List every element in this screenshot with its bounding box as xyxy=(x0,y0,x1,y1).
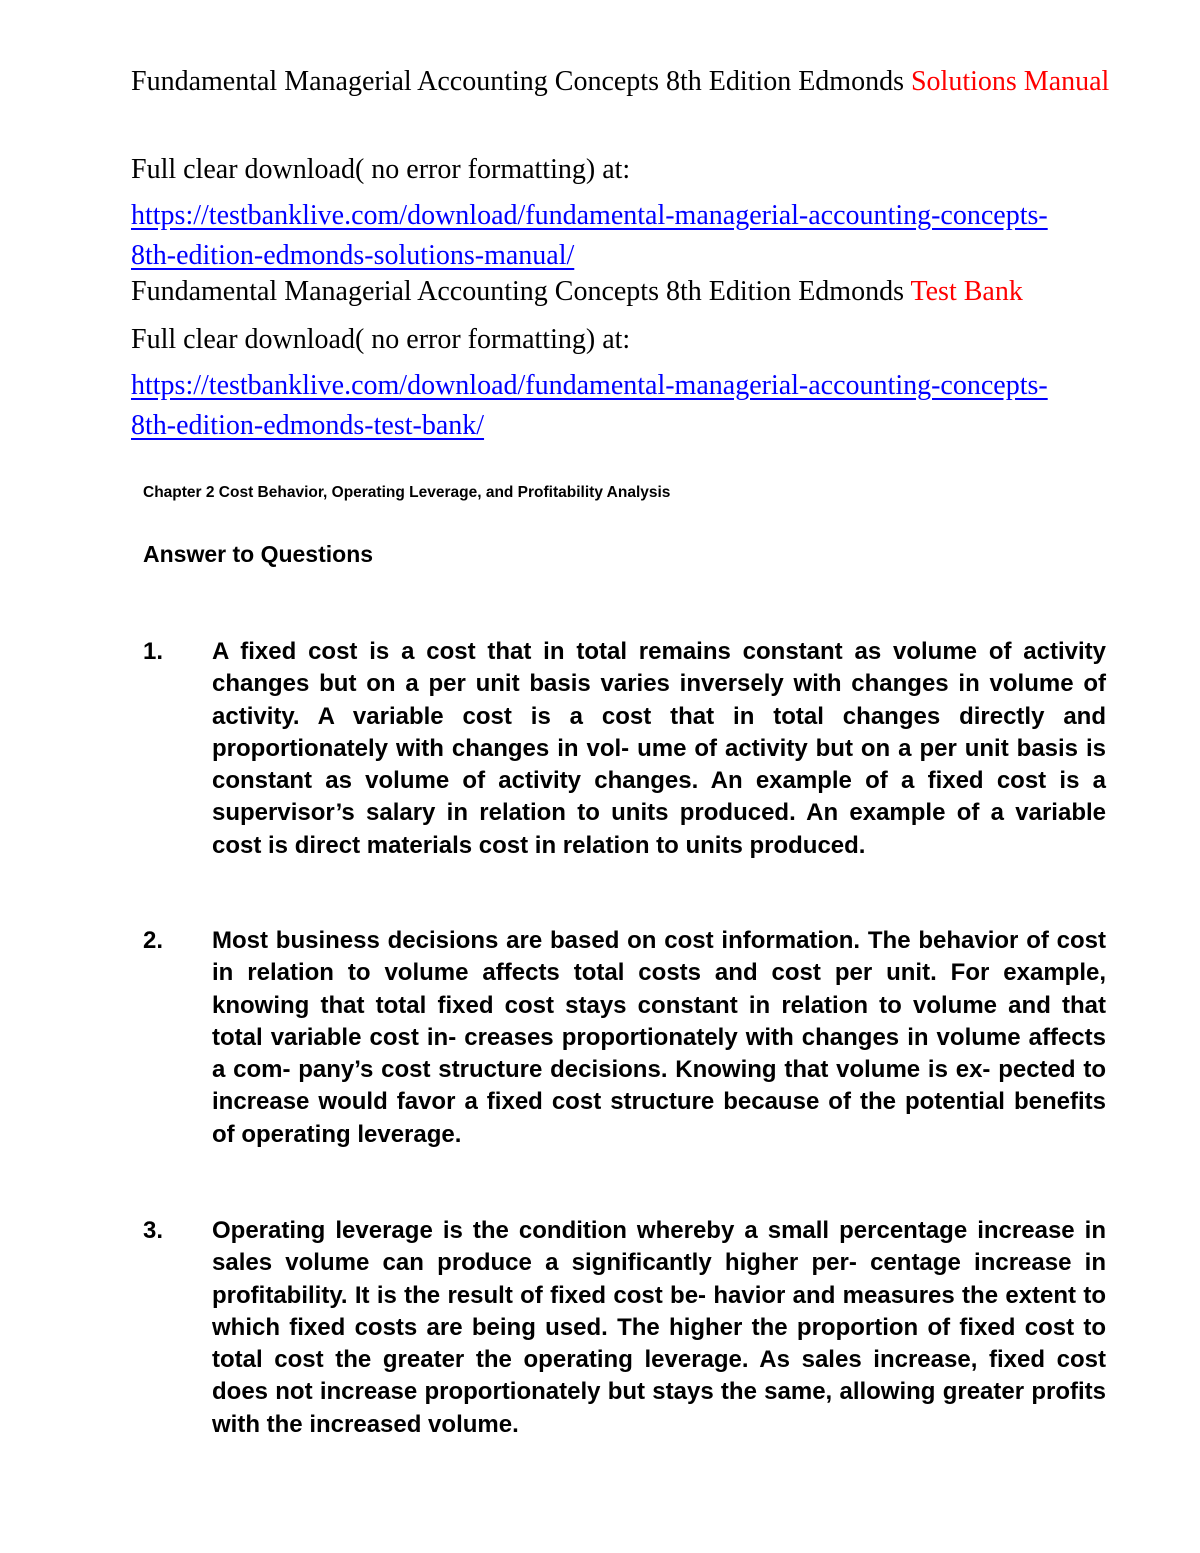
test-bank-title xyxy=(131,272,1111,312)
test-bank-label: Test Bank xyxy=(910,276,1023,307)
download-note-solutions: Full clear download( no error formatting) at: xyxy=(131,154,631,185)
testbank-title-text: Fundamental Managerial Accounting Concepts 8th Edition Edmonds xyxy=(131,276,904,307)
chapter-title: Chapter 2 Cost Behavior, Operating Leverage, and Profitability Analysis xyxy=(143,484,671,501)
question-number: 1. xyxy=(143,638,164,665)
question-item xyxy=(143,1215,1106,1441)
question-answer-text: Operating leverage is the condition whereby a small percentage increase in sales volume can produce a significantly higher per- centage increase in profitability. It is the result of fixed cost be- havior and measures the extent to which fixed costs are being used. The higher the proportion of fixed cost to total cost the greater the operating leverage. As sales increase, fixed cost does not increase proportionately but stays the same, allowing greater profits with the increased volume. xyxy=(212,1217,1106,1438)
solutions-manual-label: Solutions Manual xyxy=(910,66,1110,97)
question-item xyxy=(143,636,1106,862)
question-answer-text: Most business decisions are based on cost information. The behavior of cost in relation to volume affects total costs and cost per unit. For example, knowing that total fixed cost stays constant in relation to volume and that total variable cost in- creases proportionately with changes in volume affects a com- pany’s cost structure decisions. Knowing that volume is ex- pected to increase would favor a fixed cost structure because of the potential benefits of operating leverage. xyxy=(212,927,1106,1148)
question-number: 3. xyxy=(143,1217,164,1244)
test-bank-link[interactable] xyxy=(131,366,1111,446)
testbank-url-line1[interactable]: https://testbanklive.com/download/fundamental-managerial-accounting-concepts- xyxy=(131,370,1048,401)
solutions-title-text: Fundamental Managerial Accounting Concepts 8th Edition Edmonds xyxy=(131,66,904,97)
solutions-url-line2[interactable]: 8th-edition-edmonds-solutions-manual/ xyxy=(131,240,575,271)
solutions-url-line1[interactable]: https://testbanklive.com/download/fundamental-managerial-accounting-concepts- xyxy=(131,200,1048,231)
solutions-manual-link[interactable] xyxy=(131,196,1111,276)
question-number: 2. xyxy=(143,927,164,954)
testbank-url-line2[interactable]: 8th-edition-edmonds-test-bank/ xyxy=(131,410,485,441)
question-item xyxy=(143,925,1106,1151)
answers-heading: Answer to Questions xyxy=(143,541,374,567)
question-answer-text: A fixed cost is a cost that in total remains constant as volume of activity changes but on a per unit basis varies inversely with changes in volume of activity. A variable cost is a cost that in total changes directly and proportionately with changes in vol- ume of activity but on a per unit basis is constant as volume of activity changes. An example of a fixed cost is a supervisor’s salary in relation to units produced. An example of a variable cost is direct materials cost in relation to units produced. xyxy=(212,638,1106,859)
solutions-manual-title xyxy=(131,62,1111,102)
download-note-testbank: Full clear download( no error formatting) at: xyxy=(131,324,631,355)
